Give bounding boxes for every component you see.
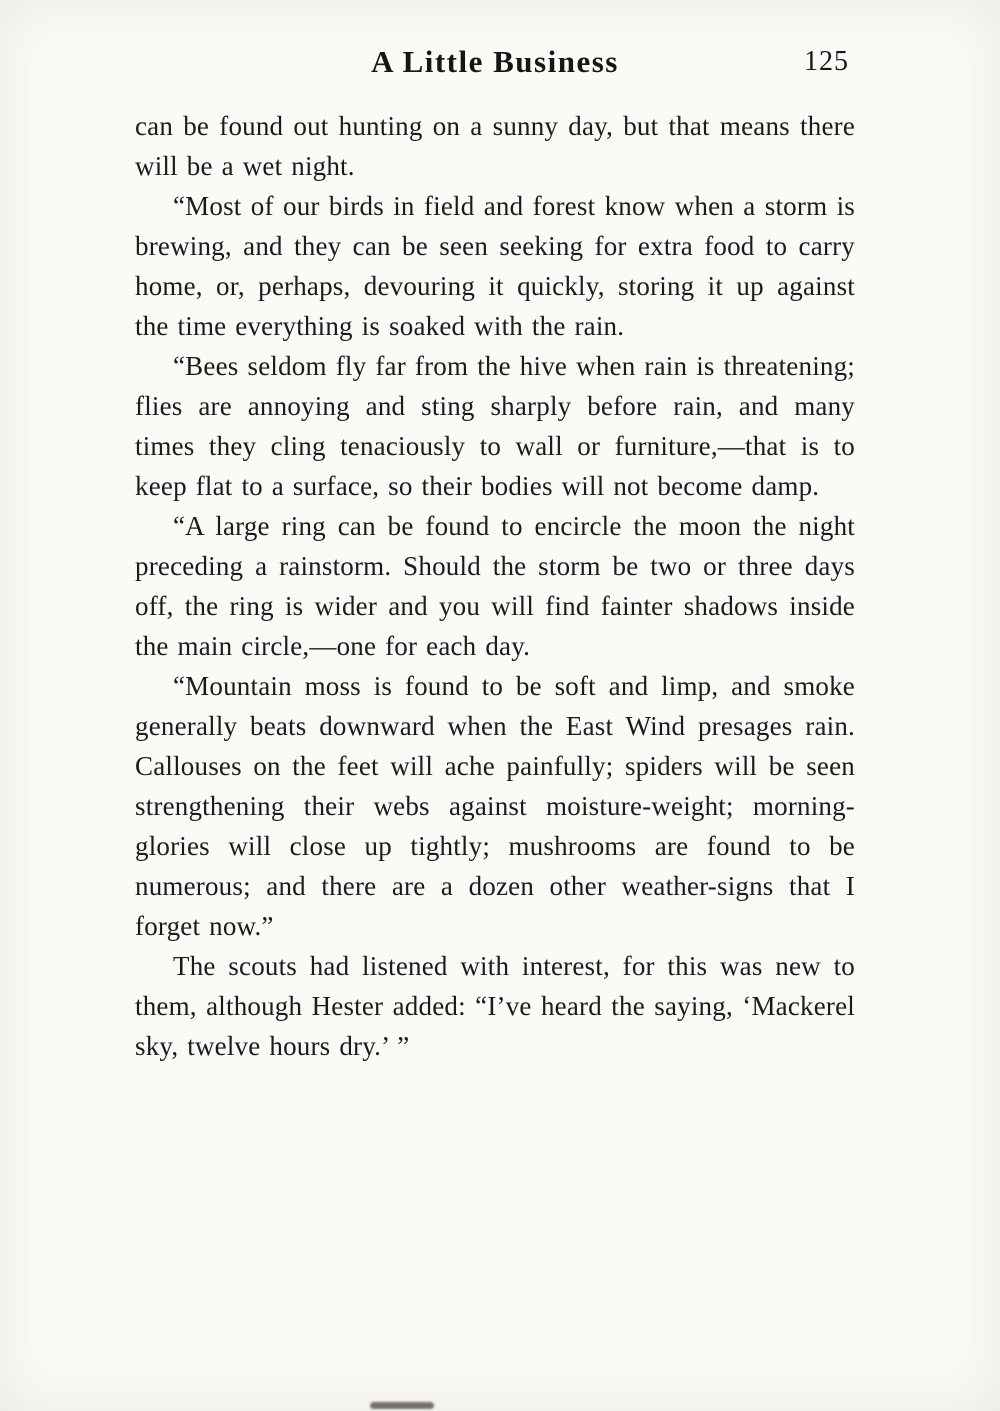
paragraph: can be found out hunting on a sunny day, but that means there will be a wet night. (135, 111, 855, 181)
scan-artifact-mark (370, 1402, 434, 1409)
page-number: 125 (804, 46, 849, 77)
paragraph: “Bees seldom fly far from the hive when rain is threatening; flies are annoying and sting sharply before rain, and many times they cling tenaciously to wall or furniture,—that is to keep flat to a surface, so their bodies will not become damp. (135, 351, 855, 501)
page-body (135, 106, 855, 1066)
paragraph: “A large ring can be found to encircle the moon the night preceding a rainstorm. Should the storm be two or three days off, the ring is wider and you will find fainter shadows inside the main circle,—one for each day. (135, 511, 855, 661)
paragraph: “Mountain moss is found to be soft and limp, and smoke generally beats downward when the East Wind presages rain. Callouses on the feet will ache painfully; spiders will be seen strengthening their webs against moisture-weight; morning-glories will close up tightly; mushrooms are found to be numerous; and there are a dozen other weather-signs that I forget now.” (135, 671, 855, 941)
running-head-title: A Little Business (371, 44, 619, 79)
page-header (135, 44, 855, 86)
paragraph: “Most of our birds in field and forest know when a storm is brewing, and they can be seen seeking for extra food to carry home, or, perhaps, devouring it quickly, storing it up against the time everything is soaked with the rain. (135, 191, 855, 341)
paragraph: The scouts had listened with interest, for this was new to them, although Hester added: “I’ve heard the saying, ‘Mackerel sky, twelve hours dry.’ ” (135, 951, 855, 1061)
